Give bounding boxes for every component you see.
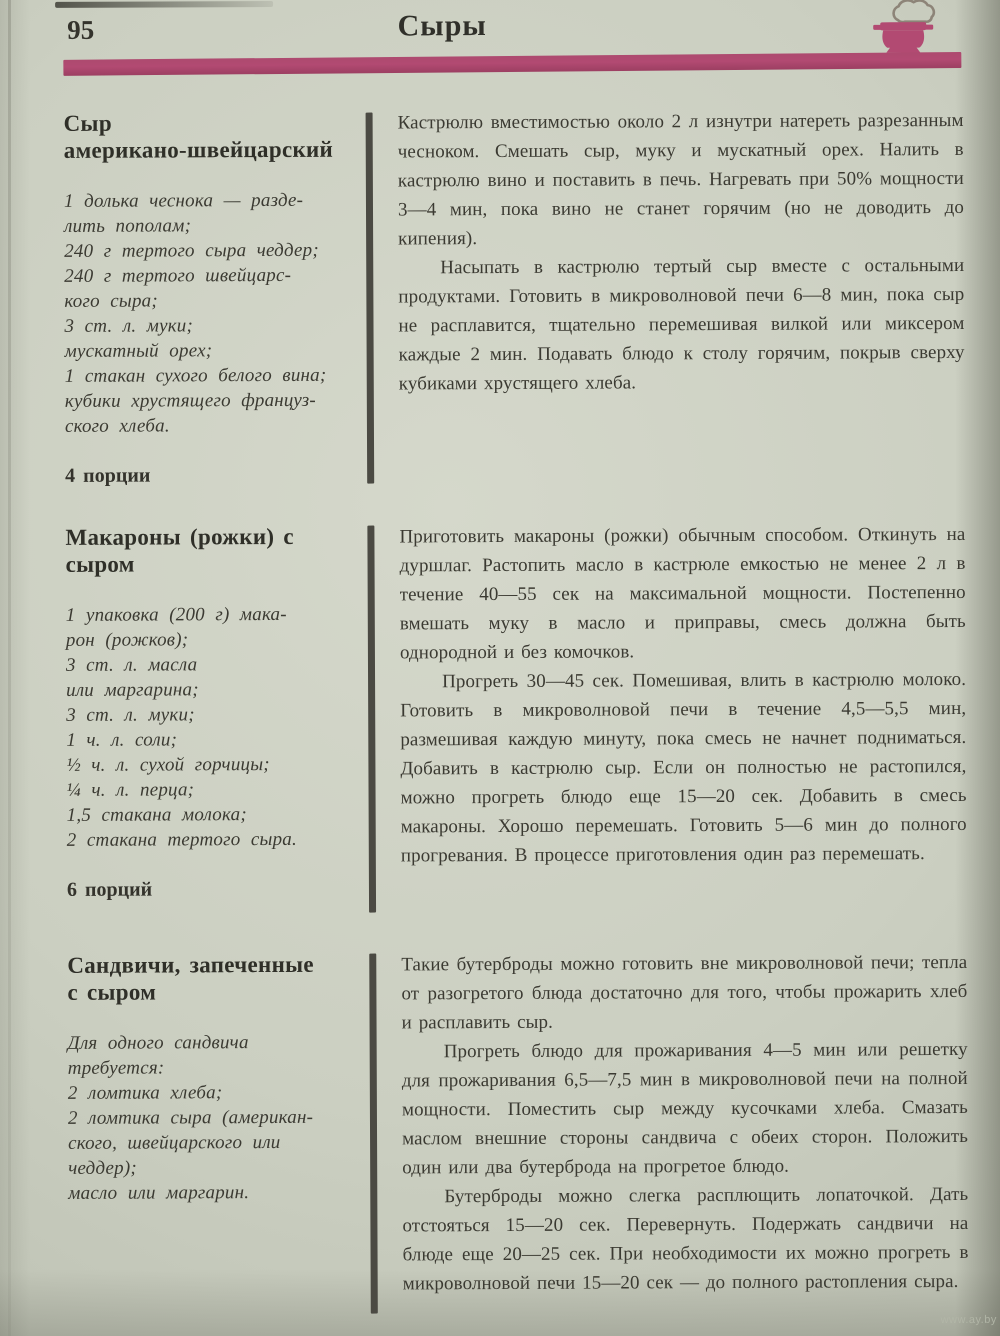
recipe-section-baked-cheese-sandwiches bbox=[1, 948, 1000, 1295]
ingredient-line: ского хлеба. bbox=[64, 415, 170, 437]
ingredient-line: 1 стакан сухого белого вина; bbox=[64, 364, 327, 387]
ingredient-line: 2 ломтика хлеба; bbox=[67, 1082, 223, 1104]
ingredient-list bbox=[68, 1030, 367, 1206]
ingredient-line: кубики хрустящего француз- bbox=[64, 389, 316, 412]
ingredient-line: 240 г тертого швейцарс- bbox=[64, 264, 292, 287]
instructions-column bbox=[398, 106, 965, 398]
ingredient-line: ского, швейцарского или bbox=[68, 1131, 281, 1154]
ingredient-line: 2 стакана тертого сыра. bbox=[66, 828, 297, 851]
instruction-paragraph: Приготовить макароны (рожки) обычным способом. Откинуть на дуршлаг. Растопить масло в кастрюле емкостью не менее 2 л в течение 40—55 сек на максимальной мощности. Постепенно вмешать муку в масло и приправы, смесь должна быть однородной и без комочков. bbox=[399, 523, 966, 664]
ingredient-line: масло или маргарин. bbox=[68, 1182, 250, 1204]
recipe-left-column bbox=[67, 951, 366, 1206]
ingredient-line: 1 ч. л. соли; bbox=[66, 729, 178, 751]
recipe-title: Сыр американо-швейцарский bbox=[63, 110, 334, 163]
recipe-left-column bbox=[65, 523, 365, 902]
ingredient-line: Для одного сандвича bbox=[67, 1032, 249, 1054]
column-divider bbox=[367, 526, 376, 913]
page-title: Сыры bbox=[397, 9, 487, 43]
ingredient-line: 1 упаковка (200 г) мака- bbox=[65, 603, 287, 626]
scan-artifact-line bbox=[55, 1, 273, 8]
recipe-title: Макароны (рожки) с сыром bbox=[65, 523, 294, 577]
instruction-paragraph: Бутерброды можно слегка расплющить лопаточкой. Дать отстояться 15—20 сек. Перевернуть. Подержать сандвичи на блюде еще 20—25 сек. При необходимости их можно прогреть в микроволновой печи 15—20 сек — до полного растопления сыра. bbox=[402, 1183, 969, 1295]
ingredient-line: 2 ломтика сыра (американ- bbox=[67, 1106, 314, 1129]
ingredient-line: 1,5 стакана молока; bbox=[66, 804, 247, 826]
instruction-paragraph: Такие бутерброды можно готовить вне микроволновой печи; тепла от разогретого блюда достаточно для того, чтобы прожарить хлеб и расплавить сыр. bbox=[401, 951, 968, 1034]
instructions-column bbox=[399, 520, 967, 870]
ingredient-line: кого сыра; bbox=[64, 290, 158, 312]
recipe-left-column bbox=[64, 109, 364, 488]
watermark: www.ay.by bbox=[940, 1313, 997, 1327]
header-rule bbox=[63, 52, 961, 76]
recipe-section-macaroni-and-cheese bbox=[0, 520, 999, 901]
steam-cloud-icon bbox=[894, 0, 934, 22]
instruction-paragraph: Насыпать в кастрюлю тертый сыр вместе с остальными продуктами. Готовить в микроволновой печи 6—8 мин, пока сыр не расплавится, тщательно перемешивая вилкой или миксером каждые 2 мин. Подавать блюдо к столу горячим, покрыв сверху кубиками хрустящего хлеба. bbox=[398, 254, 965, 395]
instruction-paragraph: Прогреть 30—45 сек. Помешивая, влить в кастрюлю молоко. Готовить в микроволновой печи в течение 4,5—5,5 мин, размешивая каждую минуту, пока смесь не начнет подниматься. Добавить в кастрюлю сыр. Если он полностью не растопился, можно прогреть блюдо еще 15—20 сек. Добавить в смесь макароны. Хорошо перемешать. Готовить 5—6 мин до полного прогревания. В процессе приготовления один раз перемешать. bbox=[400, 668, 967, 867]
ingredient-line: лить пополам; bbox=[64, 215, 192, 237]
recipe-section-american-swiss-cheese bbox=[0, 106, 998, 487]
column-divider bbox=[366, 113, 375, 484]
ingredient-line: 3 ст. л. муки; bbox=[64, 315, 194, 337]
ingredient-line: 3 ст. л. муки; bbox=[66, 704, 195, 726]
instruction-paragraph: Кастрюлю вместимостью около 2 л изнутри натереть разрезанным чесноком. Смешать сыр, муку и мускатный орех. Налить в кастрюлю вино и поставить в печь. Нагревать при 50% мощности 3—4 мин, пока вино не станет горячим (но не доводить до кипения). bbox=[397, 109, 965, 250]
ingredient-list bbox=[64, 188, 363, 439]
servings-label: 4 порции bbox=[65, 464, 151, 487]
cooking-pot-steam-icon bbox=[867, 0, 949, 56]
ingredient-line: требуется: bbox=[67, 1057, 165, 1079]
instructions-column bbox=[401, 948, 969, 1298]
ingredient-line: или маргарина; bbox=[66, 679, 199, 701]
ingredient-line: 240 г тертого сыра чеддер; bbox=[64, 239, 319, 262]
column-divider bbox=[369, 954, 378, 1314]
ingredient-line: 3 ст. л. масла bbox=[65, 654, 198, 676]
ingredient-line: ¼ ч. л. перца; bbox=[66, 779, 195, 801]
instruction-paragraph: Прогреть блюдо для прожаривания 4—5 мин или решетку для прожаривания 6,5—7,5 мин в микроволновой печи на полной мощности. Поместить сыр между кусочками хлеба. Смазать маслом внешние стороны сандвича с обеих сторон. Положить один или два бутерброда на прогретое блюдо. bbox=[401, 1038, 969, 1179]
page-number: 95 bbox=[67, 14, 95, 45]
ingredient-line: рон (рожков); bbox=[65, 629, 189, 651]
ingredient-line: 1 долька чеснока — разде- bbox=[63, 189, 304, 212]
ingredient-line: ½ ч. л. сухой горчицы; bbox=[66, 754, 270, 776]
servings-label: 6 порций bbox=[66, 878, 153, 901]
ingredient-list bbox=[66, 602, 365, 853]
recipe-title: Сандвичи, запеченные с сыром bbox=[67, 951, 314, 1005]
pot-icon bbox=[873, 22, 933, 53]
ingredient-line: мускатный орех; bbox=[64, 340, 213, 362]
ingredient-line: чеддер); bbox=[68, 1157, 137, 1179]
